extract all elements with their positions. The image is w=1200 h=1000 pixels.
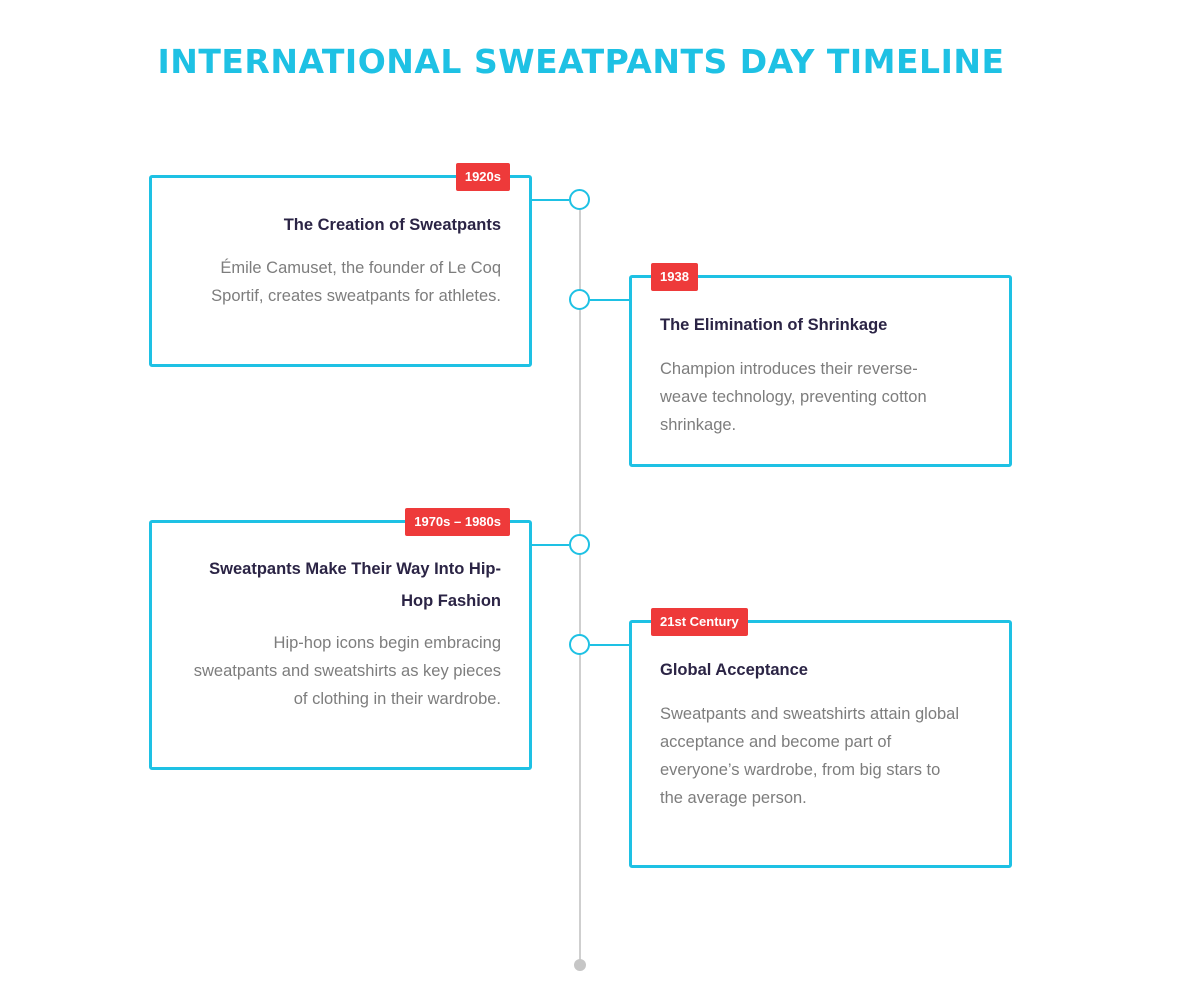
- timeline-node: [569, 189, 590, 210]
- event-heading: The Elimination of Shrinkage: [660, 316, 888, 334]
- event-description: Hip-hop icons begin embracing sweatpants and sweatshirts as key pieces of clothing in their wardrobe.: [193, 634, 501, 708]
- timeline-node: [569, 289, 590, 310]
- timeline-connector: [590, 644, 631, 646]
- event-period-badge: 1920s: [456, 163, 510, 191]
- event-heading: Sweatpants Make Their Way Into Hip-Hop Fashion: [209, 560, 501, 610]
- timeline-connector: [590, 299, 631, 301]
- page-title: INTERNATIONAL SWEATPANTS DAY TIMELINE: [157, 42, 1005, 81]
- timeline-axis-end-dot: [574, 959, 586, 971]
- timeline-axis: [579, 200, 581, 965]
- timeline-node: [569, 534, 590, 555]
- timeline-connector: [531, 544, 569, 546]
- timeline-event-card: [629, 614, 1012, 868]
- event-description: Champion introduces their reverse-weave technology, preventing cotton shrinkage.: [660, 360, 927, 434]
- event-description: Émile Camuset, the founder of Le Coq Sportif, creates sweatpants for athletes.: [211, 259, 501, 305]
- timeline-event-card: [629, 269, 1012, 467]
- event-heading: Global Acceptance: [660, 661, 808, 679]
- timeline-node: [569, 634, 590, 655]
- timeline-event-card: [149, 514, 532, 770]
- event-period-badge: 21st Century: [651, 608, 748, 636]
- timeline-event-card: [149, 169, 532, 367]
- event-heading: The Creation of Sweatpants: [283, 216, 501, 234]
- event-period-badge: 1970s – 1980s: [405, 508, 510, 536]
- event-description: Sweatpants and sweatshirts attain global acceptance and become part of everyone’s wardrobe, from big stars to the average person.: [660, 705, 960, 807]
- event-period-badge: 1938: [651, 263, 698, 291]
- timeline-connector: [531, 199, 569, 201]
